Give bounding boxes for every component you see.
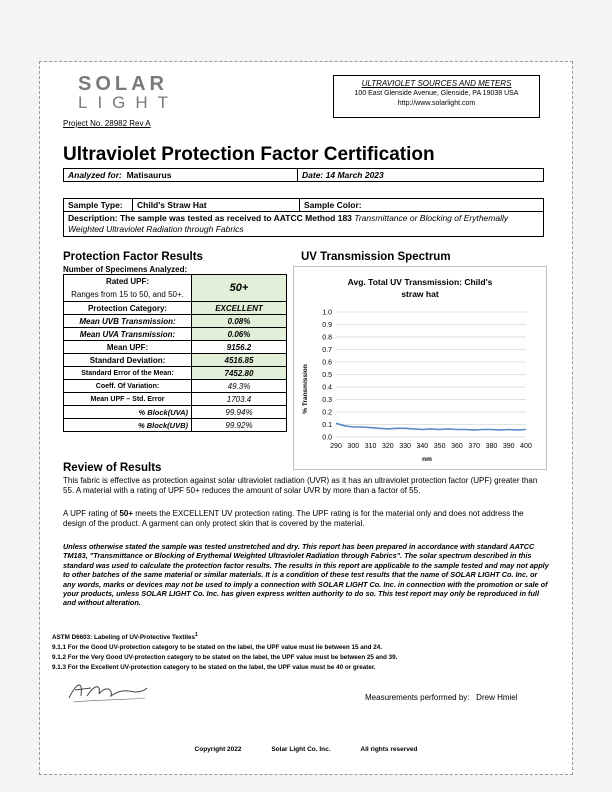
x-tick-label: 300 (347, 443, 360, 450)
x-tick-label: 360 (451, 443, 463, 450)
y-tick-label: 0.8 (322, 334, 332, 342)
uva-transmission-value: 0.06% (192, 328, 287, 341)
footer-company: Solar Light Co. Inc. (271, 746, 331, 753)
logo-top-text: SOLAR (78, 73, 168, 95)
x-tick-label: 290 (330, 443, 342, 450)
x-tick-label: 390 (502, 443, 515, 450)
coeff-variation-label: Coeff. Of Variation: (64, 380, 192, 393)
protection-category-value: EXCELLENT (192, 302, 287, 315)
astm-line-3: 9.1.3 For the Excellent UV-protection category to be stated on the label, the UPF value must be 40 or greater. (52, 664, 376, 672)
x-tick-label: 330 (399, 443, 411, 450)
company-website[interactable]: http://www.solarlight.com (397, 100, 476, 107)
y-tick-label: 0.2 (322, 409, 332, 417)
sample-type-label: Sample Type: (64, 199, 133, 212)
rated-upf-label: Rated UPF: (64, 275, 192, 289)
astm-line-1: 9.1.1 For the Good UV-protection category to be stated on the label, the UPF value must lie between 15 and 24. (52, 644, 382, 652)
date-cell (298, 169, 544, 182)
y-tick-label: 0.7 (322, 347, 332, 354)
x-tick-label: 320 (381, 443, 394, 450)
review-heading: Review of Results (63, 462, 162, 474)
results-table (63, 274, 287, 432)
review-p2-rest: meets the EXCELLENT UV protection rating. The UPF rating is for the material only and does not address the design of the product. A garment can only protect skin that is covered by the material. (63, 509, 524, 528)
solar-light-logo (78, 73, 179, 114)
company-address-box (333, 75, 540, 118)
footer (0, 746, 612, 753)
chart-title-line-1: Avg. Total UV Transmission: Child's (347, 277, 493, 287)
y-tick-label: 0.3 (322, 397, 332, 404)
review-paragraph-2 (63, 509, 549, 529)
chart-svg (294, 267, 546, 469)
review-p2-prefix: A UPF rating of (63, 509, 120, 518)
mean-upf-label: Mean UPF: (64, 341, 192, 354)
chart-title-line-2: straw hat (401, 289, 439, 299)
x-tick-label: 380 (485, 443, 498, 450)
page-title: Ultraviolet Protection Factor Certification (63, 144, 435, 165)
footer-rights: All rights reserved (360, 746, 418, 753)
spectrum-heading: UV Transmission Spectrum (301, 251, 451, 263)
footer-copyright: Copyright 2022 (194, 746, 242, 753)
uvb-transmission-value: 0.08% (192, 315, 287, 328)
performed-by (365, 693, 518, 702)
performed-by-label: Measurements performed by: (365, 693, 470, 702)
block-uva-value: 99.94% (192, 406, 287, 419)
review-paragraph-1: This fabric is effective as protection against solar ultraviolet radiation (UVR) as it has an ultraviolet protection factor (UPF) greater than 55. A material with a rating of UPF 50+ reduces the amount of solar UVR by more than a factor of 55. (63, 476, 538, 495)
signature-image (65, 676, 149, 706)
y-tick-label: 0.6 (322, 359, 332, 367)
astm-heading-text: ASTM D6603: Labeling of UV-Protective Textiles (52, 634, 195, 642)
astm-heading (52, 630, 552, 643)
disclaimer-text: Unless otherwise stated the sample was tested unstretched and dry. This report has been prepared in accordance with standard AATCC TM183, "Transmittance or Blocking of Erythemal Weighted Ultraviolet Radiation through Fabrics". The solar spectrum described in this standard was used to calculate the protection factor results. The results in this report are applicable to the sample tested and may not apply to other batches of the same material or similar materials. It is a condition of these test results that the name of SOLAR LIGHT Co. Inc. or any words, marks or devices may not be used to imply a connection with SOLAR LIGHT Co. Inc. in connection with the promotion or sale of your products, unless SOLAR LIGHT Co. Inc. has given express written authority to do so. This test report may only be reproduced in full and without alteration. (63, 542, 549, 608)
y-tick-label: 0.1 (322, 422, 332, 429)
block-uvb-value: 99.92% (192, 419, 287, 432)
rated-upf-value: 50+ (192, 275, 287, 302)
sample-description (64, 212, 544, 237)
y-tick-label: 0.4 (322, 384, 332, 392)
astm-line-2: 9.1.2 For the Very Good UV-protection category to be stated on the label, the UPF value must be between 25 and 39. (52, 654, 398, 662)
uv-transmission-chart (293, 266, 547, 470)
specimens-label: Number of Specimens Analyzed: (63, 265, 188, 274)
x-tick-label: 310 (364, 443, 377, 450)
results-heading: Protection Factor Results (63, 251, 203, 263)
uvb-transmission-label: Mean UVB Transmission: (64, 315, 192, 328)
x-tick-label: 340 (416, 443, 429, 450)
y-tick-label: 0.9 (322, 322, 332, 329)
y-tick-label: 0.5 (322, 372, 332, 379)
description-italic: Transmittance or Blocking of Erythemally Weighted Ultraviolet Radiation through Fabrics (68, 213, 509, 234)
date-label: Date: (302, 170, 324, 180)
review-p2-bold: 50+ (119, 509, 134, 518)
y-tick-label: 0.0 (322, 434, 332, 442)
project-number: Project No. 28982 Rev A (63, 119, 151, 128)
astm-footnote-marker: 1 (195, 632, 198, 638)
analyzed-for-value: Matisaurus (126, 170, 172, 180)
uva-transmission-label: Mean UVA Transmission: (64, 328, 192, 341)
block-uvb-label: % Block(UVB) (64, 419, 192, 432)
company-address: 100 East Glenside Avenue, Glenside, PA 19038 USA (354, 90, 519, 97)
sample-table (63, 198, 544, 237)
coeff-variation-value: 49.3% (192, 380, 287, 393)
analyzed-for-cell (64, 169, 298, 182)
std-error-value: 7452.80 (192, 367, 287, 380)
mean-upf-minus-error-label: Mean UPF – Std. Error (64, 393, 192, 406)
analysis-table (63, 168, 544, 182)
protection-category-label: Protection Category: (64, 302, 192, 315)
x-tick-label: 350 (433, 443, 446, 450)
std-error-label: Standard Error of the Mean: (64, 367, 192, 380)
logo-bottom-text: LIGHT (78, 93, 179, 112)
y-tick-label: 1.0 (322, 309, 332, 317)
analyzed-for-label: Analyzed for: (68, 170, 122, 180)
x-tick-label: 400 (520, 443, 532, 450)
std-dev-label: Standard Deviation: (64, 354, 192, 367)
block-uva-label: % Block(UVA) (64, 406, 192, 419)
performed-by-name: Drew Hmiel (476, 693, 518, 702)
sample-color-cell (300, 199, 544, 212)
chart-x-label: nm (422, 456, 432, 463)
description-bold: The sample was tested as received to AATCC Method 183 (119, 213, 352, 223)
date-value: 14 March 2023 (325, 170, 384, 180)
astm-section (52, 630, 552, 673)
ranges-text: Ranges from 15 to 50, and 50+. (64, 288, 192, 302)
description-label: Description: (68, 213, 118, 223)
sample-color-label: Sample Color: (304, 200, 362, 210)
x-tick-label: 370 (468, 443, 481, 450)
sample-type-value: Child's Straw Hat (133, 199, 300, 212)
mean-upf-value: 9156.2 (192, 341, 287, 354)
company-name: ULTRAVIOLET SOURCES AND METERS (361, 79, 512, 88)
chart-y-label: % Transmission (302, 364, 309, 414)
std-dev-value: 4516.85 (192, 354, 287, 367)
mean-upf-minus-error-value: 1703.4 (192, 393, 287, 406)
